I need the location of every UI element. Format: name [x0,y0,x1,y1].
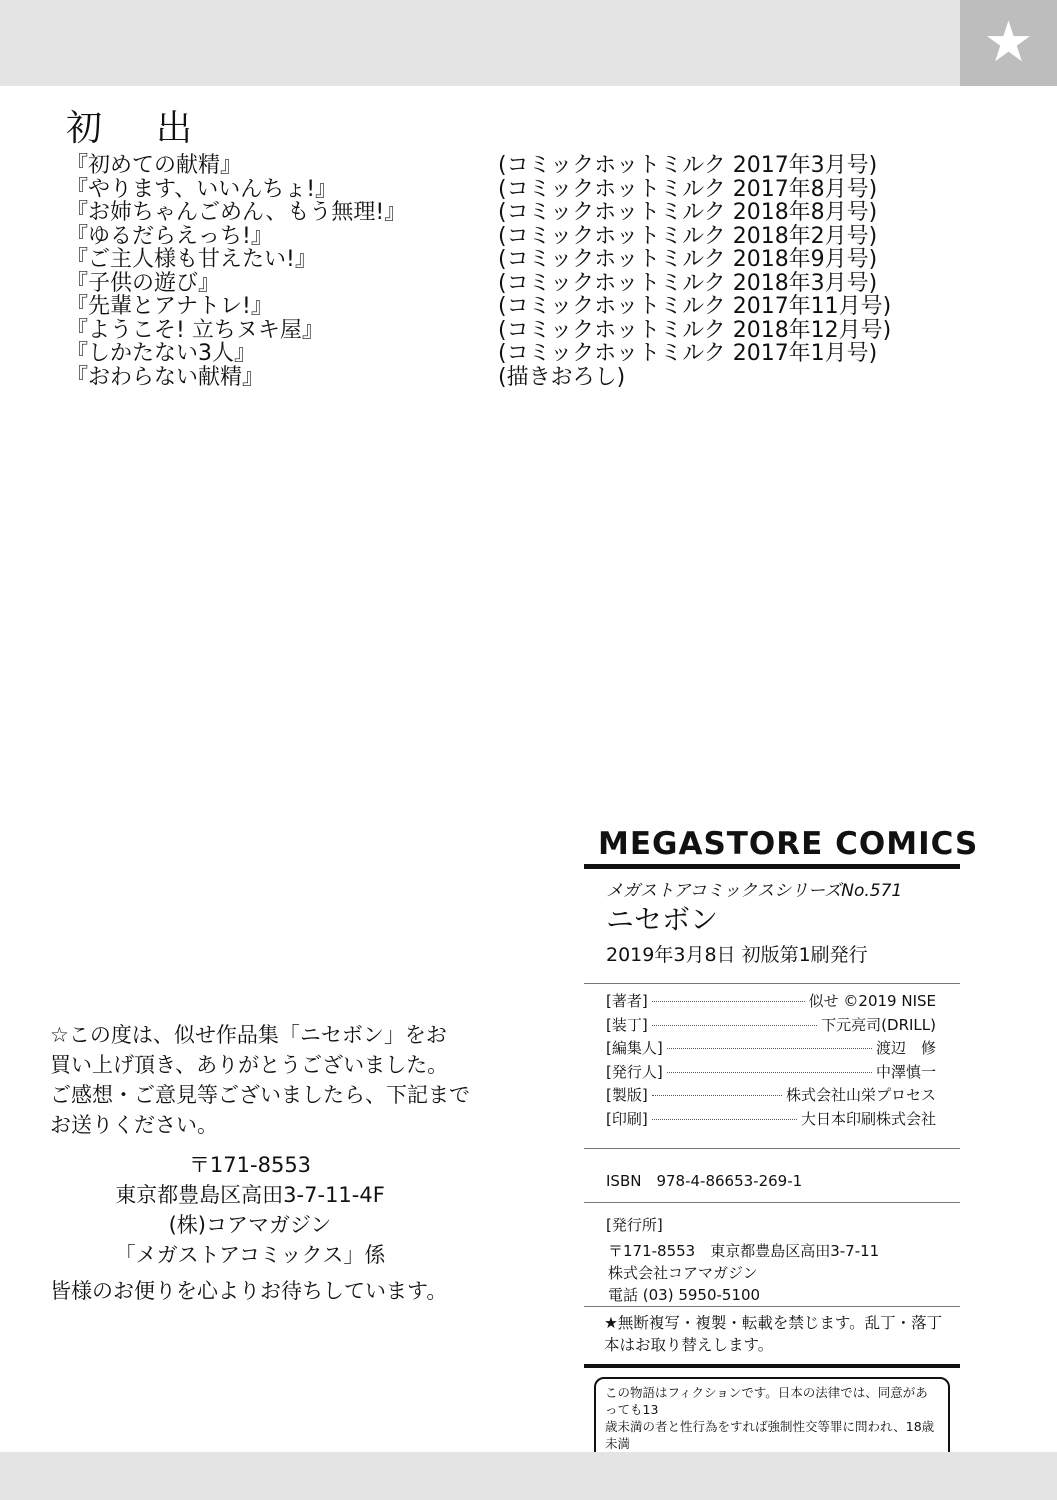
header-band [0,0,960,86]
publisher-info [608,1240,879,1306]
dot-leader [667,1072,872,1073]
divider [584,1364,960,1368]
credit-row [606,1037,936,1061]
first-appearance-list [66,152,946,390]
credit-role: [印刷] [606,1109,648,1128]
divider [584,1148,960,1149]
story-source: (描きおろし) [498,364,626,390]
message-line: 買い上げ頂き、ありがとうございました。 [50,1053,449,1077]
story-title: 『子供の遊び』 [66,270,221,296]
story-title: 『おわらない献精』 [66,364,265,390]
divider [584,1306,960,1307]
publication-date: 2019年3月8日 初版第1刷発行 [606,944,868,966]
address-line: 東京都豊島区高田3-7-11-4F [115,1183,385,1207]
thank-you-message [50,1020,490,1140]
credit-role: [著者] [606,992,648,1010]
story-source: (コミックホットミルク 2018年3月号) [498,270,878,296]
story-title: 『しかたない3人』 [66,341,256,367]
address-line: (株)コアマガジン [168,1213,332,1237]
credit-role: [発行人] [606,1062,663,1081]
story-source: (コミックホットミルク 2018年12月号) [498,317,892,343]
story-source: (コミックホットミルク 2018年8月号) [498,200,878,226]
credit-row [606,1061,936,1085]
closing-message: 皆様のお便りを心よりお待ちしています。 [50,1279,448,1303]
credit-role: [編集人] [606,1039,663,1057]
story-title: 『ゆるだらえっち!』 [66,223,273,249]
story-title: 『ご主人様も甘えたい!』 [66,247,317,273]
story-title: 『やります、いいんちょ!』 [66,176,338,202]
story-source: (コミックホットミルク 2017年8月号) [498,176,878,202]
story-source: (コミックホットミルク 2017年11月号) [498,294,892,320]
divider [584,864,960,869]
credit-row [606,990,936,1014]
first-appearance-title: 初出 [66,108,247,149]
message-line: ☆この度は、似せ作品集「ニセボン」をお [50,1023,447,1047]
publisher-line: 株式会社コアマガジン [608,1264,758,1282]
series-number: メガストアコミックスシリーズNo.571 [606,881,903,901]
copyright-notice [604,1312,944,1356]
divider [584,983,960,984]
megastore-comics-logo: MEGASTORE COMICS [598,826,979,862]
story-source: (コミックホットミルク 2018年2月号) [498,223,878,249]
isbn: ISBN 978-4-86653-269-1 [606,1172,803,1190]
credit-name: 似せ ©2019 NISE [808,992,936,1010]
publisher-line: 〒171-8553 東京都豊島区高田3-7-11 [608,1242,880,1260]
dot-leader [667,1048,872,1049]
story-source: (コミックホットミルク 2017年3月号) [498,153,878,179]
footer-band [0,1452,1057,1500]
story-title: 『ようこそ! 立ちヌキ屋』 [66,317,324,343]
disclaimer-line: この物語はフィクションです。日本の法律では、同意があっても13 [605,1385,928,1417]
story-title: 『お姉ちゃんごめん、もう無理!』 [66,200,407,226]
disclaimer-line: 歳未満の者と性行為をすれば強制性交等罪に問われ、18歳未満 [605,1419,935,1451]
star-glyph: ★ [983,10,1034,75]
address-line: 〒171-8553 [188,1153,312,1177]
mailing-address [100,1150,400,1270]
notice-line: 本はお取り替えします。 [604,1336,774,1354]
story-source: (コミックホットミルク 2017年1月号) [498,341,878,367]
star-icon [960,0,1057,86]
message-line: お送りください。 [50,1113,218,1137]
dot-leader [652,1119,797,1120]
credit-row [606,1084,936,1108]
publisher-line: 電話 (03) 5950-5100 [608,1286,761,1304]
divider [584,1202,960,1203]
credit-role: [装丁] [606,1015,648,1034]
credit-name: 株式会社山栄プロセス [785,1086,936,1104]
notice-line: ★無断複写・複製・転載を禁じます。乱丁・落丁 [604,1314,943,1332]
credit-row [606,1108,936,1132]
dot-leader [652,1001,805,1002]
story-source: (コミックホットミルク 2018年9月号) [498,247,878,273]
publisher-label: [発行所] [606,1216,663,1234]
credit-name: 中澤慎一 [875,1062,936,1081]
credit-name: 下元亮司(DRILL) [821,1015,936,1034]
address-line: 「メガストアコミックス」係 [114,1243,386,1267]
book-title: ニセボン [606,903,719,936]
credit-row [606,1014,936,1038]
credit-name: 大日本印刷株式会社 [800,1109,936,1128]
dot-leader [652,1025,817,1026]
message-line: ご感想・ご意見等ございましたら、下記まで [50,1083,470,1107]
credit-name: 渡辺 修 [875,1039,936,1057]
story-title: 『初めての献精』 [66,153,243,179]
credit-role: [製版] [606,1086,648,1104]
dot-leader [652,1095,782,1096]
credits-list [606,990,936,1131]
story-title: 『先輩とアナトレ!』 [66,294,273,320]
